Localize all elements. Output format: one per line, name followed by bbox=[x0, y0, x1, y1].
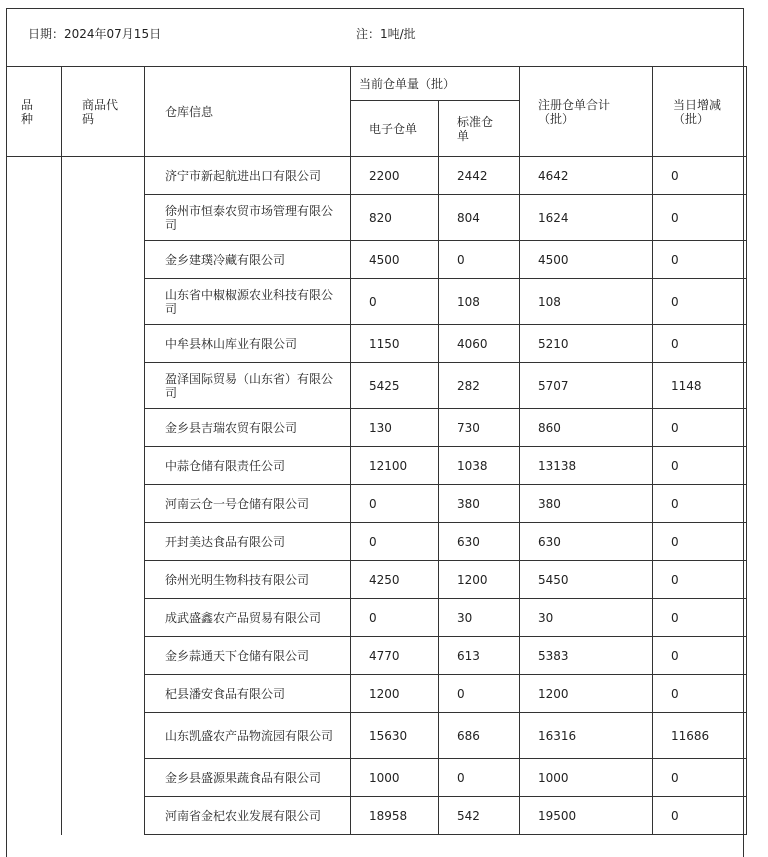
standard-cell: 730 bbox=[439, 409, 520, 447]
col-current-receipts-header: 当前仓单量（批） bbox=[351, 67, 520, 101]
total-cell: 13138 bbox=[520, 447, 653, 485]
change-cell: 1148 bbox=[653, 363, 747, 409]
electronic-cell: 820 bbox=[351, 195, 439, 241]
electronic-cell: 4500 bbox=[351, 241, 439, 279]
col-standard-header: 标准仓 单 bbox=[439, 101, 520, 157]
warehouse-cell: 成武盛鑫农产品贸易有限公司 bbox=[145, 599, 351, 637]
code-cell bbox=[62, 157, 145, 835]
standard-cell: 380 bbox=[439, 485, 520, 523]
warehouse-cell: 金乡县盛源果蔬食品有限公司 bbox=[145, 759, 351, 797]
standard-cell: 804 bbox=[439, 195, 520, 241]
electronic-cell: 1200 bbox=[351, 675, 439, 713]
warehouse-cell: 杞县潘安食品有限公司 bbox=[145, 675, 351, 713]
standard-cell: 30 bbox=[439, 599, 520, 637]
report-date: 日期：2024年07月15日 bbox=[28, 27, 162, 41]
warehouse-cell: 金乡建璞冷藏有限公司 bbox=[145, 241, 351, 279]
total-cell: 1200 bbox=[520, 675, 653, 713]
standard-cell: 630 bbox=[439, 523, 520, 561]
total-cell: 108 bbox=[520, 279, 653, 325]
electronic-cell: 1150 bbox=[351, 325, 439, 363]
total-cell: 5383 bbox=[520, 637, 653, 675]
total-cell: 860 bbox=[520, 409, 653, 447]
change-cell: 11686 bbox=[653, 713, 747, 759]
warehouse-cell: 济宁市新起航进出口有限公司 bbox=[145, 157, 351, 195]
standard-cell: 4060 bbox=[439, 325, 520, 363]
change-cell: 0 bbox=[653, 409, 747, 447]
standard-cell: 108 bbox=[439, 279, 520, 325]
col-registered-total-header: 注册仓单合计 （批） bbox=[520, 67, 653, 157]
electronic-cell: 4770 bbox=[351, 637, 439, 675]
total-cell: 1624 bbox=[520, 195, 653, 241]
electronic-cell: 5425 bbox=[351, 363, 439, 409]
electronic-cell: 12100 bbox=[351, 447, 439, 485]
warehouse-cell: 山东省中椒椒源农业科技有限公司 bbox=[145, 279, 351, 325]
standard-cell: 1038 bbox=[439, 447, 520, 485]
col-code-header: 商品代 码 bbox=[62, 67, 145, 157]
standard-cell: 282 bbox=[439, 363, 520, 409]
total-cell: 16316 bbox=[520, 713, 653, 759]
change-cell: 0 bbox=[653, 759, 747, 797]
electronic-cell: 1000 bbox=[351, 759, 439, 797]
col-warehouse-header: 仓库信息 bbox=[145, 67, 351, 157]
warehouse-cell: 中蒜仓储有限责任公司 bbox=[145, 447, 351, 485]
col-electronic-header: 电子仓单 bbox=[351, 101, 439, 157]
standard-cell: 0 bbox=[439, 675, 520, 713]
total-cell: 19500 bbox=[520, 797, 653, 835]
standard-cell: 686 bbox=[439, 713, 520, 759]
electronic-cell: 130 bbox=[351, 409, 439, 447]
electronic-cell: 0 bbox=[351, 599, 439, 637]
change-cell: 0 bbox=[653, 325, 747, 363]
warehouse-cell: 河南云仓一号仓储有限公司 bbox=[145, 485, 351, 523]
standard-cell: 0 bbox=[439, 759, 520, 797]
change-cell: 0 bbox=[653, 675, 747, 713]
electronic-cell: 0 bbox=[351, 485, 439, 523]
change-cell: 0 bbox=[653, 157, 747, 195]
warehouse-receipt-table bbox=[6, 66, 747, 835]
total-cell: 380 bbox=[520, 485, 653, 523]
col-daily-change-header: 当日增减 （批） bbox=[653, 67, 747, 157]
total-cell: 5210 bbox=[520, 325, 653, 363]
total-cell: 630 bbox=[520, 523, 653, 561]
warehouse-cell: 河南省金杞农业发展有限公司 bbox=[145, 797, 351, 835]
warehouse-cell: 中牟县林山库业有限公司 bbox=[145, 325, 351, 363]
electronic-cell: 0 bbox=[351, 279, 439, 325]
table-row bbox=[7, 157, 747, 195]
change-cell: 0 bbox=[653, 523, 747, 561]
total-cell: 1000 bbox=[520, 759, 653, 797]
total-cell: 30 bbox=[520, 599, 653, 637]
warehouse-cell: 开封美达食品有限公司 bbox=[145, 523, 351, 561]
standard-cell: 613 bbox=[439, 637, 520, 675]
electronic-cell: 15630 bbox=[351, 713, 439, 759]
change-cell: 0 bbox=[653, 485, 747, 523]
electronic-cell: 4250 bbox=[351, 561, 439, 599]
warehouse-cell: 金乡县吉瑞农贸有限公司 bbox=[145, 409, 351, 447]
change-cell: 0 bbox=[653, 195, 747, 241]
standard-cell: 2442 bbox=[439, 157, 520, 195]
electronic-cell: 2200 bbox=[351, 157, 439, 195]
total-cell: 5707 bbox=[520, 363, 653, 409]
electronic-cell: 0 bbox=[351, 523, 439, 561]
total-cell: 4500 bbox=[520, 241, 653, 279]
standard-cell: 1200 bbox=[439, 561, 520, 599]
change-cell: 0 bbox=[653, 797, 747, 835]
change-cell: 0 bbox=[653, 637, 747, 675]
change-cell: 0 bbox=[653, 241, 747, 279]
warehouse-cell: 金乡蒜通天下仓储有限公司 bbox=[145, 637, 351, 675]
total-cell: 4642 bbox=[520, 157, 653, 195]
total-cell: 5450 bbox=[520, 561, 653, 599]
standard-cell: 0 bbox=[439, 241, 520, 279]
warehouse-cell: 徐州市恒泰农贸市场管理有限公司 bbox=[145, 195, 351, 241]
warehouse-cell: 山东凯盛农产品物流园有限公司 bbox=[145, 713, 351, 759]
electronic-cell: 18958 bbox=[351, 797, 439, 835]
variety-cell bbox=[7, 157, 62, 835]
standard-cell: 542 bbox=[439, 797, 520, 835]
unit-note: 注：1吨/批 bbox=[356, 27, 416, 41]
change-cell: 0 bbox=[653, 561, 747, 599]
warehouse-cell: 徐州光明生物科技有限公司 bbox=[145, 561, 351, 599]
report-header bbox=[6, 8, 744, 67]
change-cell: 0 bbox=[653, 447, 747, 485]
col-variety-header: 品 种 bbox=[7, 67, 62, 157]
warehouse-cell: 盈泽国际贸易（山东省）有限公司 bbox=[145, 363, 351, 409]
change-cell: 0 bbox=[653, 599, 747, 637]
change-cell: 0 bbox=[653, 279, 747, 325]
